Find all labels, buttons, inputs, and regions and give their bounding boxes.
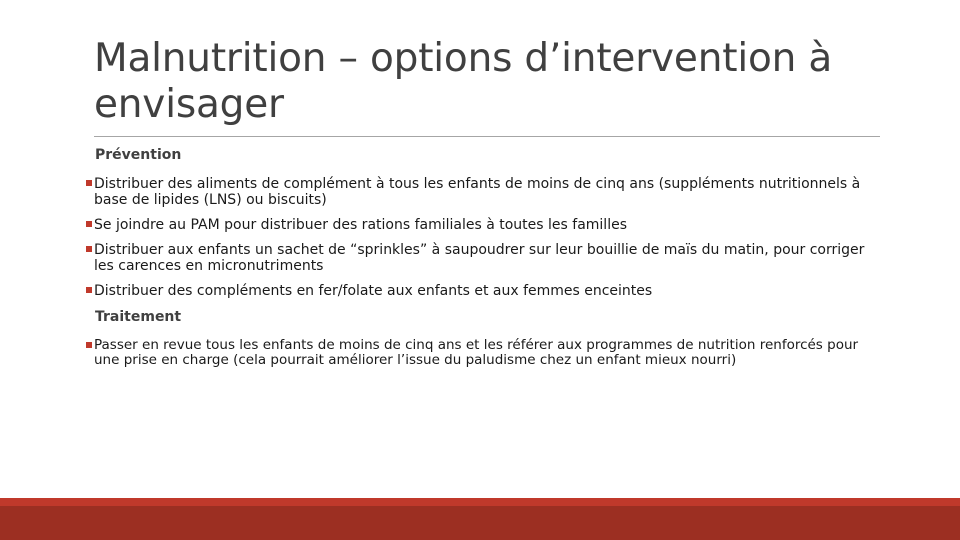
list-item <box>86 338 886 368</box>
slide-content <box>86 146 886 374</box>
list-item <box>86 217 886 233</box>
bullet-text: Distribuer des aliments de complément à tous les enfants de moins de cinq ans (suppléments nutritionnels à base de lipides (LNS) ou biscuits) <box>94 176 861 208</box>
square-bullet-icon <box>86 221 92 227</box>
list-item <box>86 176 886 208</box>
list-item <box>86 283 886 299</box>
section-heading-prevention: Prévention <box>95 147 182 163</box>
square-bullet-icon <box>86 287 92 293</box>
square-bullet-icon <box>86 342 92 348</box>
bullet-text: Passer en revue tous les enfants de moins de cinq ans et les référer aux programmes de nutrition renforcés pour une prise en charge (cela pourrait améliorer l’issue du paludisme chez un enfant mieux nourri) <box>94 337 859 368</box>
prevention-bullet-list <box>86 176 886 299</box>
square-bullet-icon <box>86 180 92 186</box>
title-divider <box>94 136 880 137</box>
square-bullet-icon <box>86 246 92 252</box>
bullet-text: Distribuer des compléments en fer/folate aux enfants et aux femmes enceintes <box>94 283 653 299</box>
footer-accent-line <box>0 498 960 506</box>
slide-title: Malnutrition – options d’intervention à envisager <box>94 36 833 127</box>
bullet-text: Distribuer aux enfants un sachet de “sprinkles” à saupoudrer sur leur bouillie de maïs du matin, pour corriger les carences en micronutriments <box>94 242 865 274</box>
list-item <box>86 242 886 274</box>
treatment-bullet-list <box>86 338 886 368</box>
bullet-text: Se joindre au PAM pour distribuer des rations familiales à toutes les familles <box>94 217 627 233</box>
section-heading-treatment: Traitement <box>95 309 182 325</box>
